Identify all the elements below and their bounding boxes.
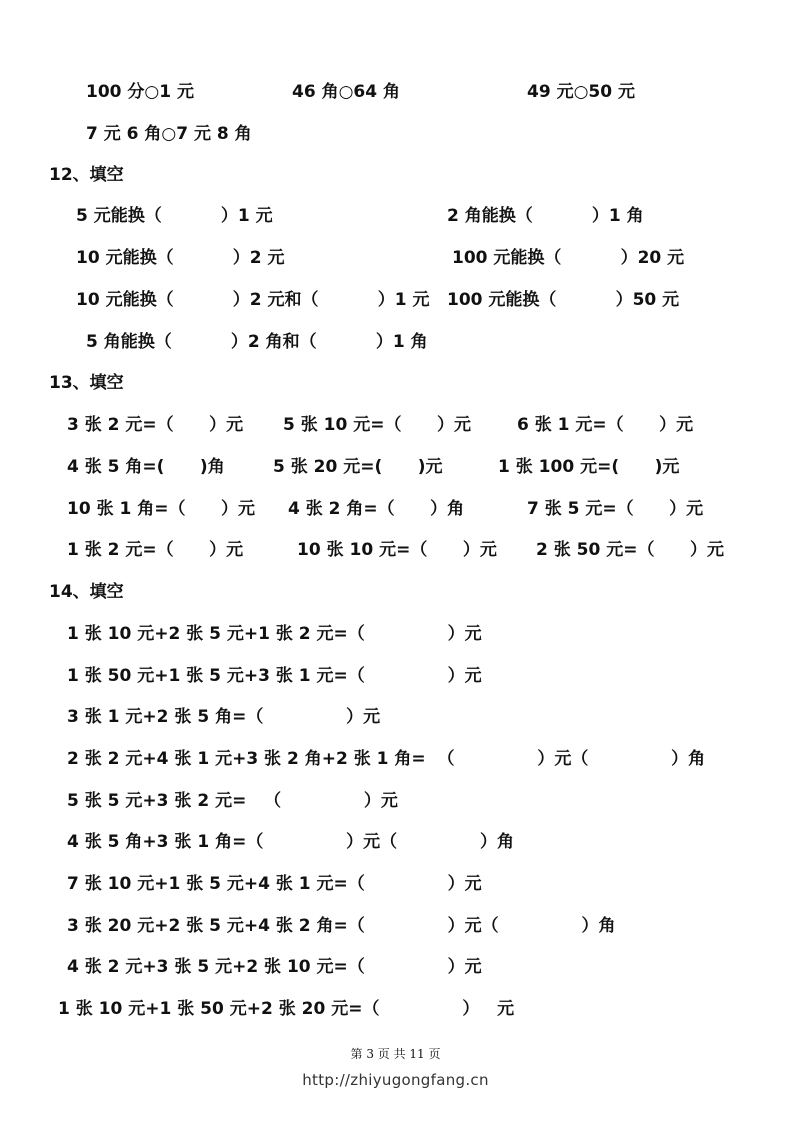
q14-item: 4 张 5 角+3 张 1 角=（ ）元（ ）角 xyxy=(67,832,515,852)
q12-item: 5 元能换（ ）1 元 xyxy=(76,206,273,226)
q13-item: 5 张 10 元=（ ）元 xyxy=(283,415,471,435)
q13-item: 6 张 1 元=（ ）元 xyxy=(517,415,694,435)
q13-item: 7 张 5 元=（ ）元 xyxy=(527,499,704,519)
q12-item: 2 角能换（ ）1 角 xyxy=(447,206,644,226)
q13-item: 3 张 2 元=（ ）元 xyxy=(67,415,244,435)
q14-item: 1 张 10 元+2 张 5 元+1 张 2 元=（ ）元 xyxy=(67,624,482,644)
q14-item: 3 张 20 元+2 张 5 元+4 张 2 角=（ ）元（ ）角 xyxy=(67,916,616,936)
q14-item: 3 张 1 元+2 张 5 角=（ ）元 xyxy=(67,707,381,727)
q13-item: 1 张 2 元=（ ）元 xyxy=(67,540,244,560)
q13-item: 10 张 1 角=（ ）元 xyxy=(67,499,255,519)
compare-item: 100 分○1 元 xyxy=(86,82,194,102)
question-13-heading: 13、填空 xyxy=(49,373,124,393)
q14-item: 2 张 2 元+4 张 1 元+3 张 2 角+2 张 1 角= （ ）元（ ）角 xyxy=(67,749,706,769)
q14-item: 1 张 10 元+1 张 50 元+2 张 20 元=（ ） 元 xyxy=(58,999,515,1019)
q12-item: 10 元能换（ ）2 元和（ ）1 元 xyxy=(76,290,430,310)
question-14-heading: 14、填空 xyxy=(49,582,124,602)
q14-item: 7 张 10 元+1 张 5 元+4 张 1 元=（ ）元 xyxy=(67,874,482,894)
compare-item: 7 元 6 角○7 元 8 角 xyxy=(86,124,252,144)
q14-item: 1 张 50 元+1 张 5 元+3 张 1 元=（ ）元 xyxy=(67,666,482,686)
q14-item: 5 张 5 元+3 张 2 元= （ ）元 xyxy=(67,791,398,811)
q12-item: 100 元能换（ ）50 元 xyxy=(447,290,680,310)
source-url[interactable]: http://zhiyugongfang.cn xyxy=(302,1071,489,1089)
q13-item: 1 张 100 元=( )元 xyxy=(498,457,680,477)
q12-item: 10 元能换（ ）2 元 xyxy=(76,248,285,268)
page-number: 第 3 页 共 11 页 xyxy=(350,1047,441,1061)
q12-item: 5 角能换（ ）2 角和（ ）1 角 xyxy=(86,332,428,352)
q12-item: 100 元能换（ ）20 元 xyxy=(452,248,685,268)
q13-item: 4 张 5 角=( )角 xyxy=(67,457,225,477)
q13-item: 5 张 20 元=( )元 xyxy=(273,457,443,477)
q13-item: 10 张 10 元=（ ）元 xyxy=(297,540,497,560)
q14-item: 4 张 2 元+3 张 5 元+2 张 10 元=（ ）元 xyxy=(67,957,482,977)
compare-item: 46 角○64 角 xyxy=(292,82,400,102)
q13-item: 2 张 50 元=（ ）元 xyxy=(536,540,724,560)
q13-item: 4 张 2 角=（ ）角 xyxy=(288,499,465,519)
compare-item: 49 元○50 元 xyxy=(527,82,635,102)
question-12-heading: 12、填空 xyxy=(49,165,124,185)
